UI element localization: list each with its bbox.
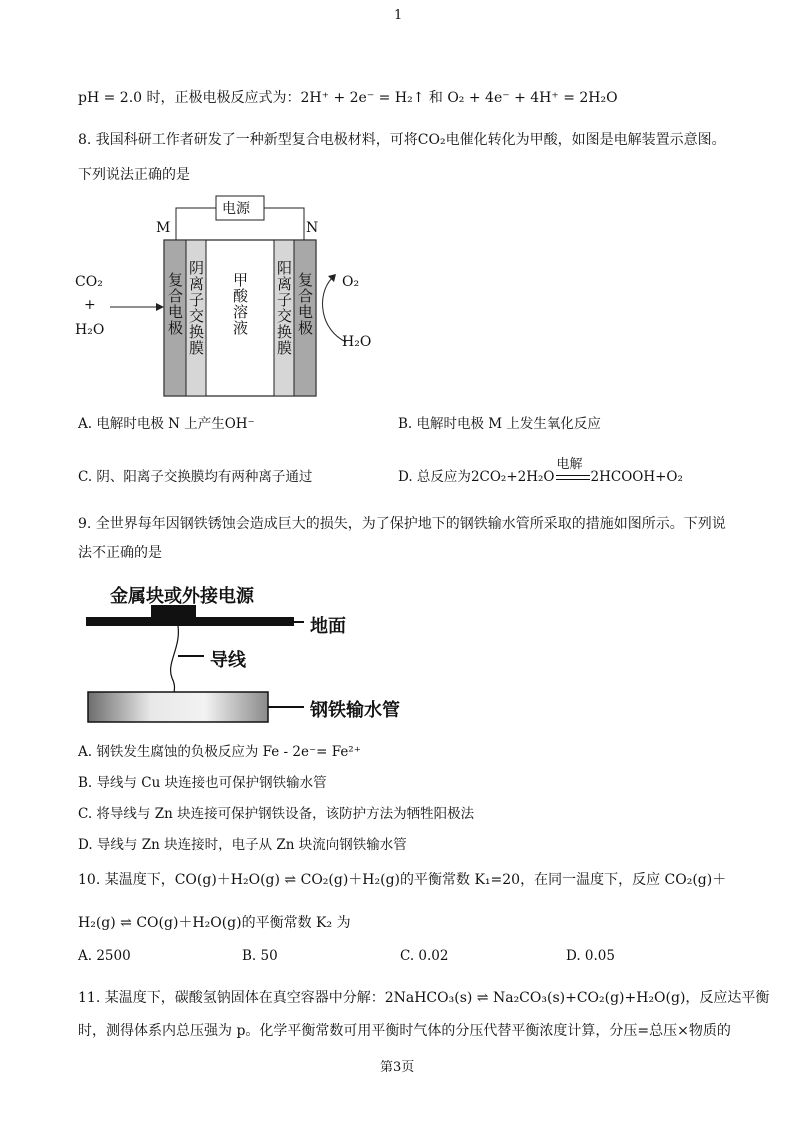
q9-stem-line1: 9. 全世界每年因钢铁锈蚀会造成巨大的损失，为了保护地下的钢铁输水管所采取的措施如图所示。下列说 [78, 516, 726, 532]
input-plus: + [84, 297, 96, 313]
q8-option-d-eq-left: 2CO₂+2H₂O [470, 469, 555, 485]
page-footer: 第3页 [380, 1060, 415, 1075]
q9-option-b: B. 导线与 Cu 块连接也可保护钢铁输水管 [78, 775, 327, 791]
electrode-n-label: N [306, 220, 319, 236]
q10-stem-line1: 10. 某温度下，CO(g)＋H₂O(g) ⇌ CO₂(g)＋H₂(g)的平衡常数 K₁=20，在同一温度下，反应 CO₂(g)＋ [78, 872, 727, 888]
q8-option-d [398, 457, 683, 485]
power-source-label: 电源 [222, 201, 250, 217]
page-top-number: 1 [394, 8, 403, 23]
q8-electrolysis-figure [70, 190, 390, 400]
wire-label: 导线 [210, 650, 246, 671]
q11-stem-line2: 时，测得体系内总压强为 p。化学平衡常数可用平衡时气体的分压代替平衡浓度计算，分压=总压×物质的 [78, 1023, 731, 1039]
q9-option-a: A. 钢铁发生腐蚀的负极反应为 Fe - 2e⁻= Fe²⁺ [78, 744, 361, 760]
ground-label: 地面 [310, 616, 346, 637]
q8-option-d-equal-sign [556, 475, 590, 480]
q8-option-c: C. 阴、阳离子交换膜均有两种离子通过 [78, 469, 313, 485]
q8-option-d-eq-right: 2HCOOH+O₂ [590, 469, 683, 485]
q8-option-d-condition [555, 457, 591, 485]
right-composite-electrode-label: 复合电极 [296, 272, 314, 336]
q11-stem-line1: 11. 某温度下，碳酸氢钠固体在真空容器中分解：2NaHCO₃(s) ⇌ Na₂CO₃(s)+CO₂(g)+H₂O(g)，反应达平衡 [78, 990, 770, 1006]
cation-exchange-membrane-label: 阳离子交换膜 [275, 260, 293, 356]
pipe-label: 钢铁输水管 [310, 700, 400, 721]
q9-pipe-figure [86, 578, 426, 728]
q8-option-d-condition-text: 电解 [556, 457, 583, 472]
q10-option-b: B. 50 [242, 948, 278, 964]
q9-option-d: D. 导线与 Zn 块连接时，电子从 Zn 块流向钢铁输水管 [78, 837, 407, 853]
electrode-m-label: M [156, 220, 171, 236]
q8-option-b: B. 电解时电极 M 上发生氧化反应 [398, 416, 601, 432]
metal-block-label: 金属块或外接电源 [110, 586, 254, 607]
q10-option-c: C. 0.02 [400, 948, 449, 964]
q7-option-d: pH = 2.0 时，正极电极反应式为：2H⁺ + 2e⁻ = H₂↑ 和 O₂ + 4e⁻ + 4H⁺ = 2H₂O [78, 90, 618, 106]
output-o2: O₂ [342, 274, 360, 290]
q8-stem-line1: 8. 我国科研工作者研发了一种新型复合电极材料，可将CO₂电催化转化为甲酸，如图是电解装置示意图。 [78, 132, 726, 148]
anion-exchange-membrane-label: 阴离子交换膜 [187, 260, 205, 356]
q9-option-c: C. 将导线与 Zn 块连接可保护钢铁设备，该防护方法为牺牲阳极法 [78, 806, 475, 822]
left-composite-electrode-label: 复合电极 [166, 272, 184, 336]
input-h2o: H₂O [75, 322, 105, 338]
input-co2: CO₂ [75, 274, 103, 290]
q8-stem-line2: 下列说法正确的是 [78, 167, 190, 183]
q10-option-d: D. 0.05 [566, 948, 615, 964]
q10-stem-line2: H₂(g) ⇌ CO(g)＋H₂O(g)的平衡常数 K₂ 为 [78, 915, 351, 931]
q9-stem-line2: 法不正确的是 [78, 545, 162, 561]
q8-option-d-prefix: D. 总反应为 [398, 469, 471, 485]
input-h2o-right: H₂O [342, 334, 372, 350]
q8-option-a: A. 电解时电极 N 上产生OH⁻ [78, 416, 255, 432]
formic-acid-solution-label: 甲酸溶液 [231, 272, 249, 336]
q10-option-a: A. 2500 [78, 948, 131, 964]
